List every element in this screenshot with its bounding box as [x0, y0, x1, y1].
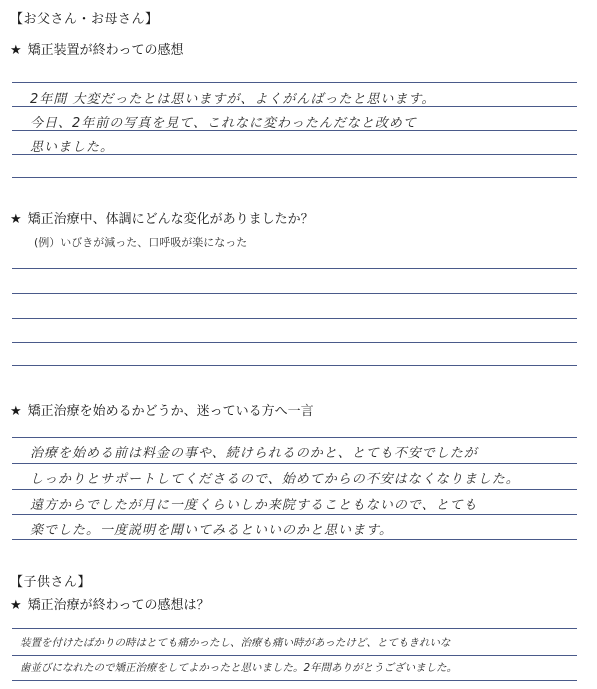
parent-q1-question — [10, 39, 184, 58]
parent-q1-text: 矯正装置が終わっての感想 — [27, 43, 184, 58]
parent-q3-question — [10, 400, 314, 419]
parent-section-header: 【お父さん・お母さん】 — [10, 12, 159, 27]
answer-rule — [12, 680, 577, 681]
parent-q3-answer-line: しっかりとサポートしてくださるので、始めてからの不安はなくなりました。 — [30, 472, 520, 487]
child-q1-answer-line: 装置を付けたばかりの時はとても痛かったし、治療も痛い時があったけど、とてもきれいな — [20, 637, 451, 649]
parent-q3-text: 矯正治療を始めるかどうか、迷っている方へ一言 — [27, 404, 314, 419]
answer-rule — [12, 655, 577, 656]
star-icon: ★ — [10, 404, 22, 419]
parent-q1-answer-line: 今日、2年前の写真を見て、これなに変わったんだなと改めて — [30, 116, 417, 131]
answer-rule — [12, 463, 577, 464]
parent-q2-text: 矯正治療中、体調にどんな変化がありましたか？ — [27, 212, 314, 227]
answer-rule — [12, 293, 577, 294]
answer-rule — [12, 82, 577, 83]
parent-q3-answer-line: 治療を始める前は料金の事や、続けられるのかと、とても不安でしたが — [30, 446, 478, 461]
star-icon: ★ — [10, 212, 22, 227]
answer-rule — [12, 539, 577, 540]
child-q1-question — [10, 594, 210, 613]
answer-rule — [12, 514, 577, 515]
child-q1-answer-line: 歯並びになれたので矯正治療をしてよかったと思いました。2年間ありがとうございました。 — [20, 662, 458, 674]
answer-rule — [12, 489, 577, 490]
parent-q3-answer-line: 遠方からでしたが月に一度くらいしか来院することもないので、とても — [30, 498, 478, 513]
parent-q2-question — [10, 208, 314, 227]
answer-rule — [12, 437, 577, 438]
parent-q1-answer-line: 思いました。 — [30, 140, 115, 155]
answer-rule — [12, 268, 577, 269]
answer-rule — [12, 342, 577, 343]
child-section-header: 【子供さん】 — [10, 575, 92, 590]
answer-rule — [12, 318, 577, 319]
parent-q3-answer-line: 楽でした。一度説明を聞いてみるといいのかと思います。 — [30, 523, 393, 538]
child-q1-text: 矯正治療が終わっての感想は？ — [27, 598, 210, 613]
answer-rule — [12, 365, 577, 366]
parent-q2-example: (例）いびきが減った、口呼吸が楽になった — [34, 236, 248, 249]
answer-rule — [12, 177, 577, 178]
parent-q1-answer-line: 2年間 大変だったとは思いますが、よくがんばったと思います。 — [30, 92, 436, 107]
star-icon: ★ — [10, 598, 22, 613]
star-icon: ★ — [10, 43, 22, 58]
answer-rule — [12, 628, 577, 629]
